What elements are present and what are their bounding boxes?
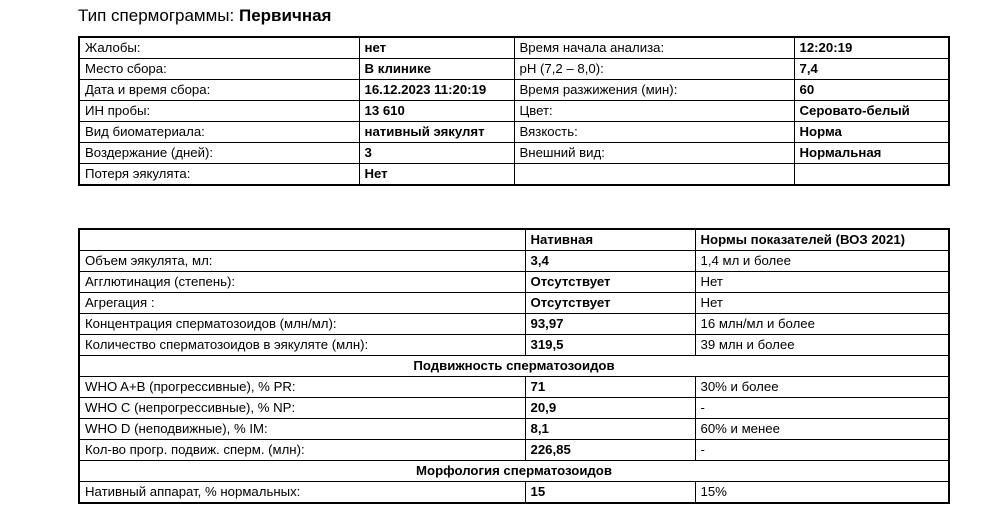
result-parameter-label: Кол-во прогр. подвиж. сперм. (млн): xyxy=(79,440,525,461)
page-title-label: Тип спермограммы: xyxy=(78,6,235,25)
result-native-value: Отсутствует xyxy=(525,272,695,293)
results-table xyxy=(78,228,950,504)
table-row xyxy=(79,37,949,59)
result-native-value: 15 xyxy=(525,482,695,504)
anamnesis-label-left: Жалобы: xyxy=(79,37,359,59)
result-parameter-label: Количество сперматозоидов в эякуляте (млн): xyxy=(79,335,525,356)
anamnesis-label-left: Потеря эякулята: xyxy=(79,164,359,186)
anamnesis-value-right: Серовато-белый xyxy=(794,101,949,122)
table-row xyxy=(79,59,949,80)
result-parameter-label: WHO D (неподвижные), % IM: xyxy=(79,419,525,440)
result-native-value: 3,4 xyxy=(525,251,695,272)
anamnesis-value-right: 12:20:19 xyxy=(794,37,949,59)
table-row xyxy=(79,314,949,335)
result-norm-value: 30% и более xyxy=(695,377,949,398)
anamnesis-label-right xyxy=(514,164,794,186)
results-header-native: Нативная xyxy=(525,229,695,251)
results-table-body xyxy=(79,229,949,503)
result-norm-value: 16 млн/мл и более xyxy=(695,314,949,335)
anamnesis-value-right xyxy=(794,164,949,186)
anamnesis-table xyxy=(78,36,950,186)
anamnesis-label-left: Вид биоматериала: xyxy=(79,122,359,143)
anamnesis-label-right: Цвет: xyxy=(514,101,794,122)
table-row xyxy=(79,293,949,314)
page-title xyxy=(78,4,331,28)
result-norm-value: 1,4 мл и более xyxy=(695,251,949,272)
anamnesis-value-left: 13 610 xyxy=(359,101,514,122)
result-norm-value: Нет xyxy=(695,293,949,314)
results-header-norms: Нормы показателей (ВОЗ 2021) xyxy=(695,229,949,251)
result-native-value: 319,5 xyxy=(525,335,695,356)
section-header-label: Подвижность сперматозоидов xyxy=(79,356,949,377)
anamnesis-label-right: Вязкость: xyxy=(514,122,794,143)
anamnesis-value-left: В клинике xyxy=(359,59,514,80)
table-row xyxy=(79,101,949,122)
result-norm-value: 15% xyxy=(695,482,949,504)
result-parameter-label: Агглютинация (степень): xyxy=(79,272,525,293)
anamnesis-value-right: 7,4 xyxy=(794,59,949,80)
anamnesis-value-left: Нет xyxy=(359,164,514,186)
anamnesis-table-body xyxy=(79,37,949,185)
table-row xyxy=(79,143,949,164)
anamnesis-label-left: Дата и время сбора: xyxy=(79,80,359,101)
result-parameter-label: WHO A+B (прогрессивные), % PR: xyxy=(79,377,525,398)
result-norm-value: 39 млн и более xyxy=(695,335,949,356)
anamnesis-label-right: pH (7,2 – 8,0): xyxy=(514,59,794,80)
result-native-value: 93,97 xyxy=(525,314,695,335)
table-row xyxy=(79,272,949,293)
section-header-row xyxy=(79,356,949,377)
result-native-value: 8,1 xyxy=(525,419,695,440)
results-header-parameter xyxy=(79,229,525,251)
anamnesis-label-right: Время разжижения (мин): xyxy=(514,80,794,101)
anamnesis-value-left: нет xyxy=(359,37,514,59)
table-row xyxy=(79,377,949,398)
anamnesis-value-right: Нормальная xyxy=(794,143,949,164)
table-row xyxy=(79,335,949,356)
anamnesis-label-right: Время начала анализа: xyxy=(514,37,794,59)
anamnesis-label-right: Внешний вид: xyxy=(514,143,794,164)
result-parameter-label: Объем эякулята, мл: xyxy=(79,251,525,272)
anamnesis-value-right: Норма xyxy=(794,122,949,143)
table-row xyxy=(79,398,949,419)
section-header-label: Морфология сперматозоидов xyxy=(79,461,949,482)
result-native-value: 71 xyxy=(525,377,695,398)
result-norm-value: Нет xyxy=(695,272,949,293)
anamnesis-label-left: Воздержание (дней): xyxy=(79,143,359,164)
table-row xyxy=(79,482,949,504)
page-title-value: Первичная xyxy=(238,6,332,25)
table-row xyxy=(79,251,949,272)
result-native-value: 20,9 xyxy=(525,398,695,419)
anamnesis-value-left: 16.12.2023 11:20:19 xyxy=(359,80,514,101)
result-parameter-label: Агрегация : xyxy=(79,293,525,314)
table-row xyxy=(79,164,949,186)
results-header-row xyxy=(79,229,949,251)
section-header-row xyxy=(79,461,949,482)
table-row xyxy=(79,80,949,101)
result-norm-value: 60% и менее xyxy=(695,419,949,440)
anamnesis-label-left: ИН пробы: xyxy=(79,101,359,122)
anamnesis-value-left: нативный эякулят xyxy=(359,122,514,143)
table-row xyxy=(79,122,949,143)
result-native-value: Отсутствует xyxy=(525,293,695,314)
table-row xyxy=(79,440,949,461)
result-native-value: 226,85 xyxy=(525,440,695,461)
result-parameter-label: Нативный аппарат, % нормальных: xyxy=(79,482,525,504)
result-parameter-label: Концентрация сперматозоидов (млн/мл): xyxy=(79,314,525,335)
result-parameter-label: WHO C (непрогрессивные), % NP: xyxy=(79,398,525,419)
result-norm-value: - xyxy=(695,440,949,461)
anamnesis-value-right: 60 xyxy=(794,80,949,101)
result-norm-value: - xyxy=(695,398,949,419)
table-row xyxy=(79,419,949,440)
anamnesis-label-left: Место сбора: xyxy=(79,59,359,80)
anamnesis-value-left: 3 xyxy=(359,143,514,164)
